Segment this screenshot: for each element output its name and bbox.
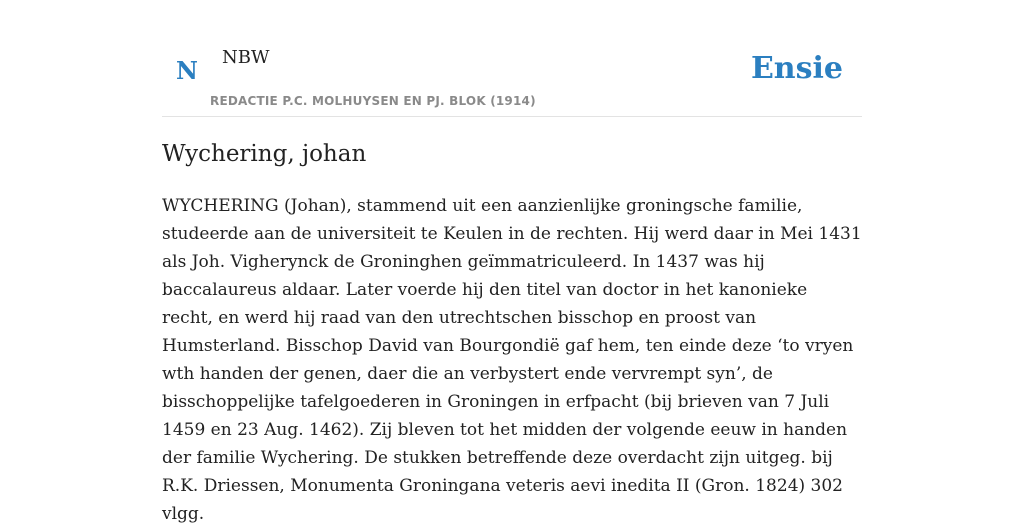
collection-logo[interactable]: N: [176, 56, 198, 85]
site-header: [162, 0, 862, 117]
article-body: WYCHERING (Johan), stammend uit een aanzienlijke groningsche familie, studeerde aan de universiteit te Keulen in de rechten. Hij werd daar in Mei 1431 als Joh. Vigherynck de Groninghen geïmmatriculeerd. In 1437 was hij baccalaureus aldaar. Later voerde hij den titel van doctor in het kanonieke recht, en werd hij raad van den utrechtschen bisschop en proost van Humsterland. Bisschop David van Bourgondië gaf hem, ten einde deze ‘to vryen wth handen der genen, daer die an verbystert ende vervrempt syn’, de bisschoppelijke tafelgoederen in Groningen in erfpacht (bij brieven van 7 Juli 1459 en 23 Aug. 1462). Zij bleven tot het midden der volgende eeuw in handen der familie Wychering. De stukken betreffende deze overdacht zijn uitgeg. bij R.K. Driessen, Monumenta Groningana veteris aevi inedita II (Gron. 1824) 302 vlgg.: [162, 196, 862, 524]
article-title: Wychering, johan: [162, 141, 367, 167]
collection-name[interactable]: NBW: [222, 47, 270, 68]
brand-logo-link[interactable]: Ensie: [750, 51, 843, 86]
collection-editors: REDACTIE P.C. MOLHUYSEN EN PJ. BLOK (1914): [210, 94, 536, 108]
